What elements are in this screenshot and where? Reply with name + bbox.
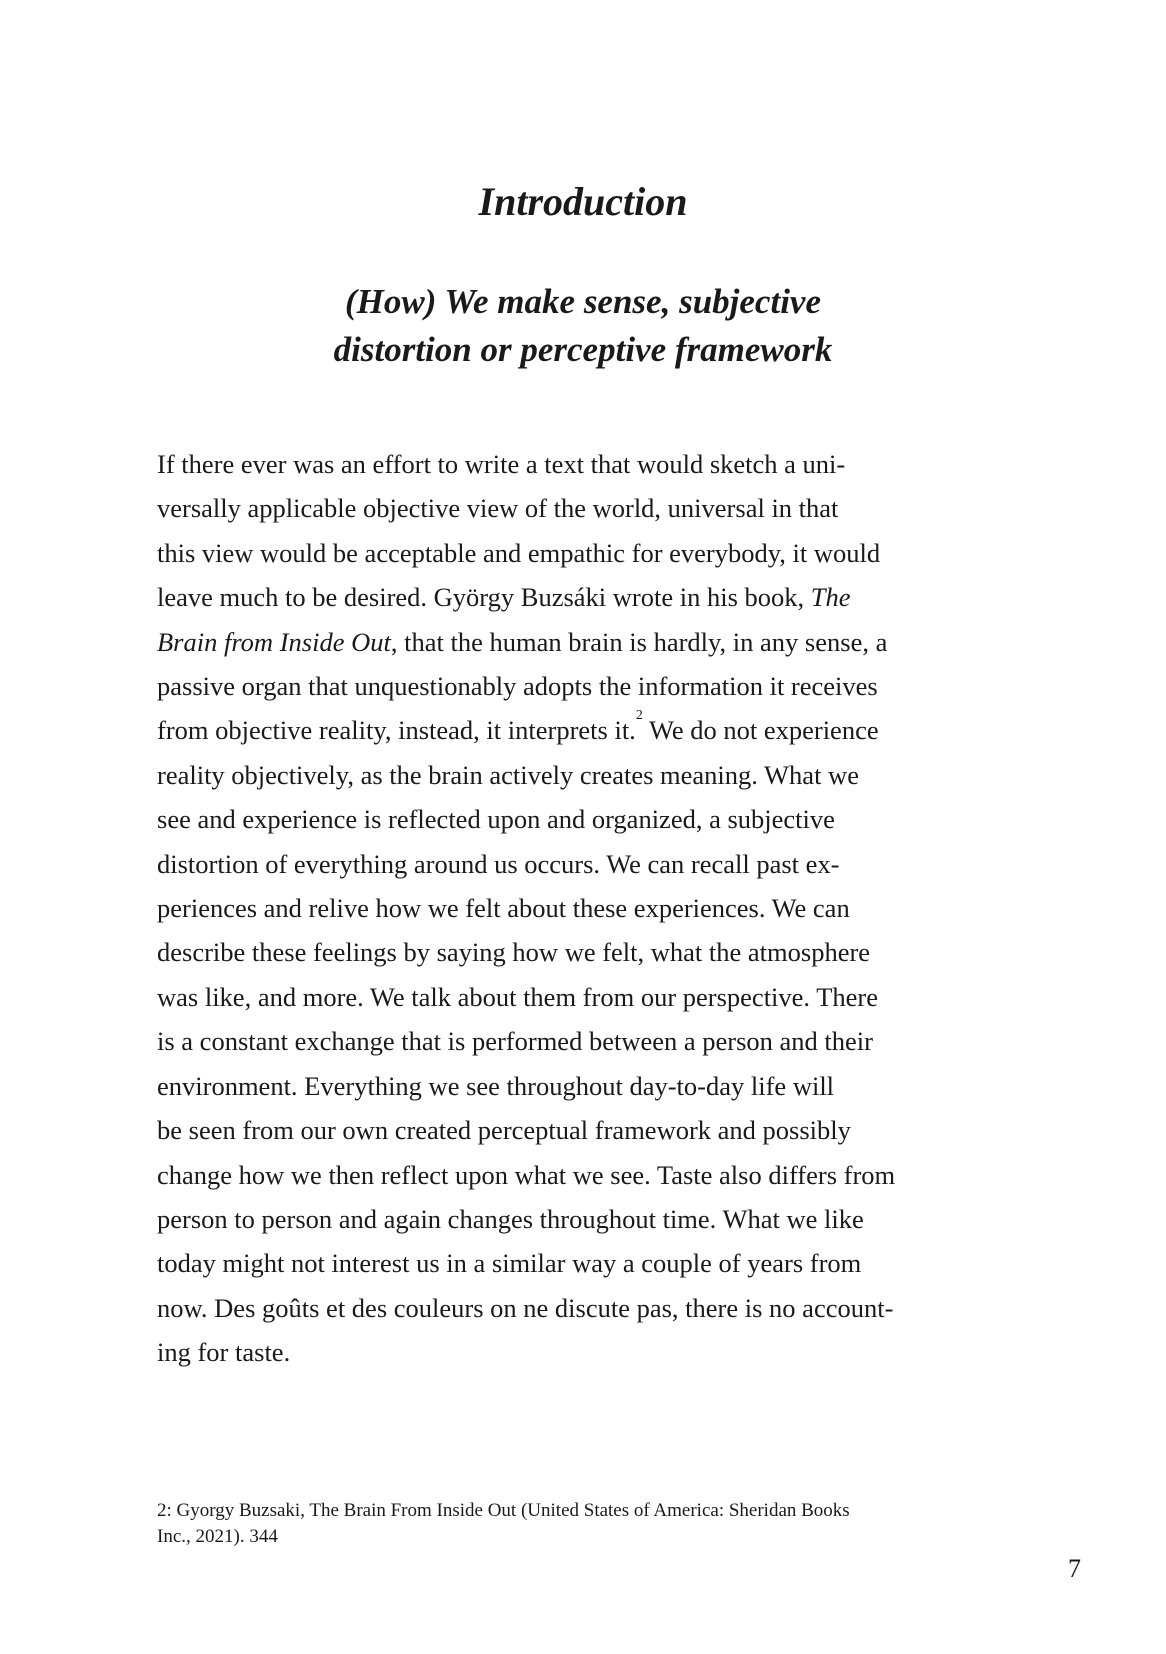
body-paragraph [157,442,1017,1375]
body-line-15: environment. Everything we see throughout day-to-day life will [157,1070,835,1101]
body-line-17: change how we then reflect upon what we see. Taste also differs from [157,1159,896,1190]
body-line-7 [157,708,1017,752]
body-line-18: person to person and again changes throughout time. What we like [157,1203,864,1234]
subtitle-line-1: (How) We make sense, subjective [345,282,821,321]
body-line-9: see and experience is reflected upon and organized, a subjective [157,804,835,835]
body-line-21: ing for taste. [157,1337,291,1368]
body-line-5-text: , that the human brain is hardly, in any sense, a [390,626,888,657]
body-line-6: passive organ that unquestionably adopts the information it receives [157,671,878,702]
subtitle-line-2: distortion or perceptive framework [333,330,833,369]
body-line-7-text-a: from objective reality, instead, it interprets it. [157,715,636,746]
body-line-16: be seen from our own created perceptual framework and possibly [157,1115,851,1146]
body-line-20: now. Des goûts et des couleurs on ne discute pas, there is no account- [157,1292,894,1323]
chapter-title: Introduction [478,179,688,224]
book-title-part-2: Brain from Inside Out [157,626,391,657]
body-line-19: today might not interest us in a similar way a couple of years from [157,1248,862,1279]
book-title-part-1: The [810,582,851,613]
body-line-11: periences and relive how we felt about these experiences. We can [157,893,850,924]
footnote-reference: 2 [635,708,643,724]
body-line-1: If there ever was an effort to write a text that would sketch a uni- [157,449,846,479]
page-number: 7 [1068,1554,1081,1583]
body-line-3: this view would be acceptable and empathic for everybody, it would [157,537,881,568]
footnote-line-2: Inc., 2021). 344 [157,1526,278,1547]
body-line-14: is a constant exchange that is performed between a person and their [157,1026,873,1057]
body-line-12: describe these feelings by saying how we felt, what the atmosphere [157,937,871,968]
body-line-4 [157,575,1017,619]
footnote [157,1498,1017,1550]
body-line-5 [157,620,1017,664]
section-subtitle [0,278,1166,374]
body-line-8: reality objectively, as the brain actively creates meaning. What we [157,759,859,790]
body-line-7-text-b: We do not experience [642,715,879,746]
body-line-2: versally applicable objective view of the world, universal in that [157,493,839,524]
footnote-line-1: 2: Gyorgy Buzsaki, The Brain From Inside Out (United States of America: Sheridan Books [157,1500,850,1521]
body-line-4-text: leave much to be desired. György Buzsáki wrote in his book, [157,582,811,613]
body-line-10: distortion of everything around us occurs. We can recall past ex- [157,848,840,879]
body-line-13: was like, and more. We talk about them from our perspective. There [157,981,878,1012]
